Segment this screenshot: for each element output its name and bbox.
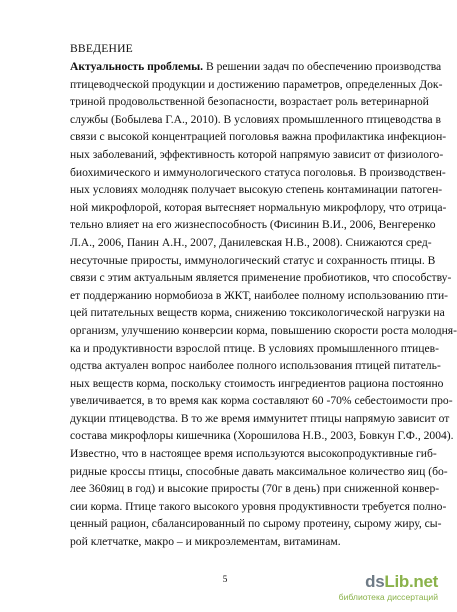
text-line: биохимического и иммунологического статуса поголовья. В производствен- — [70, 165, 446, 179]
text-line: организм, улучшению конверсии корма, повышению скорости роста молодня- — [70, 323, 457, 337]
text-line: ных заболеваний, эффективность которой напрямую зависит от физиолого- — [70, 147, 444, 161]
text-line: ной микрофлорой, которая вытесняет нормальную микрофлору, что отрица- — [70, 200, 447, 214]
watermark-logo-net: .net — [408, 572, 438, 591]
text-line: сии корма. Птице такого высокого уровня продуктивности требуется полно- — [70, 499, 447, 513]
text-line: триной продовольственной безопасности, возрастает роль ветеринарной — [70, 95, 429, 109]
watermark-tagline: библиотека диссертаций — [338, 592, 438, 602]
text-line: ридные кроссы птицы, способные давать максимальное количество яиц (бо- — [70, 464, 448, 478]
watermark-logo-lib: Lib — [384, 572, 409, 591]
paragraph-lead: Актуальность проблемы. — [70, 60, 204, 73]
watermark-logo-ds: ds — [365, 572, 385, 591]
text-line: лее 360яиц в год) и высокие приросты (70г в день) при сниженной конвер- — [70, 482, 440, 496]
text-line: увеличивается, в то время как корма составляют 60 -70% себестоимости про- — [70, 394, 453, 408]
text-line: ка и продуктивности взрослой птице. В условиях промышленного птицев- — [70, 341, 439, 355]
text-line: ет поддержанию нормобиоза в ЖКТ, наиболее полному использованию пти- — [70, 288, 449, 302]
text-line: одства актуален вопрос наиболее полного использования птицей питатель- — [70, 359, 441, 373]
text-line: службы (Бобылева Г.А., 2010). В условиях промышленного птицеводства в — [70, 112, 441, 126]
watermark-logo — [365, 572, 438, 592]
text-line: тельно влияет на его жизнеспособность (Фисинин В.И., 2006, Венгеренко — [70, 218, 436, 232]
text-line: связи с этим актуальным является применение пробиотиков, что способству- — [70, 271, 452, 285]
text-line: несуточные приросты, иммунологический статус и сохранность птицы. В — [70, 253, 436, 267]
section-heading: ВВЕДЕНИЕ — [70, 42, 133, 55]
text-line: Л.А., 2006, Панин А.Н., 2007, Данилевская Н.В., 2008). Снижаются сред- — [70, 235, 432, 249]
text-line: птицеводческой продукции и достижению параметров, определенных Док- — [70, 77, 443, 91]
text-line: рой клетчатке, макро – и микроэлементам, витаминам. — [70, 535, 341, 549]
text-line: дукции птицеводства. В то же время иммунитет птицы напрямую зависит от — [70, 411, 450, 425]
page-number: 5 — [222, 575, 228, 585]
text-line-content: В решении задач по обеспечению производства — [203, 60, 442, 73]
text-line — [70, 58, 442, 76]
text-line: цей питательных веществ корма, снижению токсикологической нагрузки на — [70, 306, 445, 320]
text-line: состава микрофлоры кишечника (Хорошилова Н.В., 2003, Бовкун Г.Ф., 2004). — [70, 429, 454, 443]
watermark — [328, 572, 438, 606]
text-line: ных веществ корма, поскольку стоимость ингредиентов рациона постоянно — [70, 376, 444, 390]
text-line: связи с высокой концентрацией поголовья важна профилактика инфекцион- — [70, 130, 447, 144]
text-line: ценный рацион, сбалансированный по сырому протеину, сырому жиру, сы- — [70, 517, 442, 531]
text-line: ных условиях молодняк получает высокую степень контаминации патоген- — [70, 183, 443, 197]
text-line: Известно, что в настоящее время используются высокопродуктивные гиб- — [70, 447, 437, 461]
body-text — [70, 58, 457, 551]
